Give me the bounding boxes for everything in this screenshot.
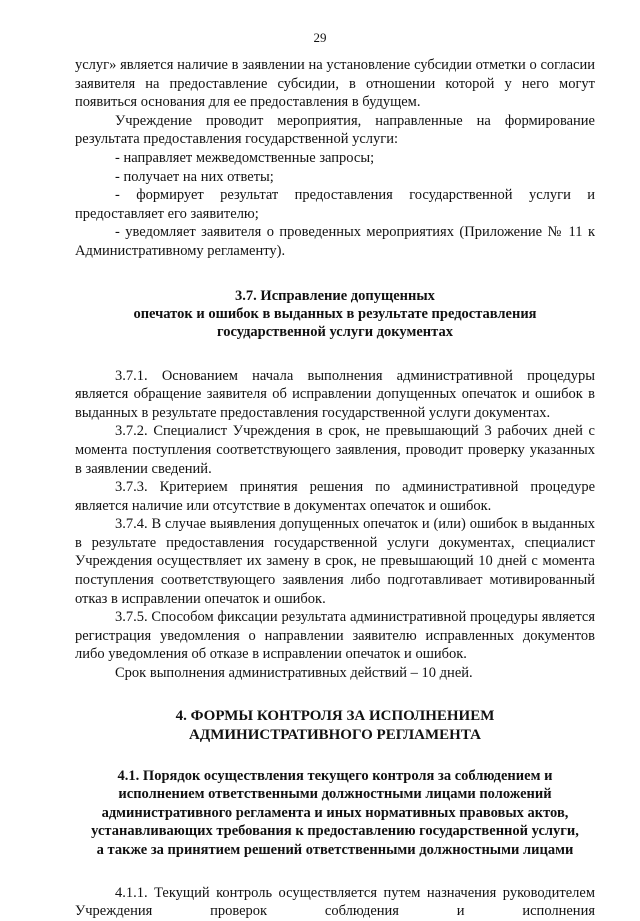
paragraph-3-7-2: 3.7.2. Специалист Учреждения в срок, не превышающий 3 рабочих дней с момента поступления соответствующего заявления, проводит проверку указанных в заявлении сведений. <box>75 423 595 477</box>
list-item: - получает на них ответы; <box>115 168 274 185</box>
heading-line: 3.7. Исправление допущенных <box>235 287 435 304</box>
heading-line: устанавливающих требования к предоставлению государственной услуги, <box>91 823 579 840</box>
heading-line: а также за принятием решений ответственными должностными лицами <box>96 842 574 858</box>
heading-line: 4. ФОРМЫ КОНТРОЛЯ ЗА ИСПОЛНЕНИЕМ <box>175 707 495 724</box>
page-number: 29 <box>313 30 327 45</box>
paragraph-3-7-4: 3.7.4. В случае выявления допущенных опечаток и (или) ошибок в выданных в результате предоставления государственной услуги документах, специалист Учреждения осуществляет их замену в срок, не превышающий 10 дней с момента поступления соответствующего заявления либо подготавливает мотивированный отказ в исправлении опечаток и ошибок. <box>75 516 595 607</box>
paragraph-continuation: услуг» является наличие в заявлении на установление субсидии отметки о согласии заявителя на предоставление субсидии, в отношении которой у него могут появиться основания для ее предоставления в будущем. <box>75 57 595 111</box>
heading-line: опечаток и ошибок в выданных в результате предоставления <box>133 305 537 322</box>
heading-line: административного регламента и иных нормативных правовых актов, <box>101 804 569 821</box>
heading-line: 4.1. Порядок осуществления текущего контроля за соблюдением и <box>117 767 553 784</box>
list-item: - направляет межведомственные запросы; <box>115 149 375 166</box>
paragraph-4-1-1: 4.1.1. Текущий контроль осуществляется путем назначения руководителем Учреждения проверок соблюдения и исполнения <box>75 884 595 920</box>
paragraph-3-7-3: 3.7.3. Критерием принятия решения по административной процедуре является наличие или отсутствие в документах опечаток и ошибок. <box>75 479 595 514</box>
section-4-heading <box>75 707 595 745</box>
section-4-1-heading <box>75 767 595 860</box>
paragraph-activities-intro: Учреждение проводит мероприятия, направленные на формирование результата предоставления государственной услуги: <box>75 112 595 148</box>
paragraph-3-7-1: 3.7.1. Основанием начала выполнения административной процедуры является обращение заявителя об исправлении допущенных опечаток и ошибок в выданных в результате предоставления государственной услуги документах. <box>75 367 595 421</box>
heading-line: исполнением ответственными должностными лицами положений <box>118 786 552 803</box>
section-3-7-heading <box>75 287 595 341</box>
list-item: - уведомляет заявителя о проведенных мероприятиях (Приложение № 11 к Административному регламенту). <box>75 224 595 259</box>
paragraph-deadline: Срок выполнения административных действий – 10 дней. <box>115 665 473 682</box>
heading-line: государственной услуги документах <box>217 323 453 340</box>
paragraph-3-7-5: 3.7.5. Способом фиксации результата административной процедуры является регистрация уведомления о направлении заявителю исправленных документов либо уведомления об отказе в исправлении опечаток и ошибок. <box>75 609 595 663</box>
page-content <box>75 56 595 921</box>
list-item: - формирует результат предоставления государственной услуги и предоставляет его заявителю; <box>75 187 595 222</box>
heading-line: АДМИНИСТРАТИВНОГО РЕГЛАМЕНТА <box>189 726 481 743</box>
